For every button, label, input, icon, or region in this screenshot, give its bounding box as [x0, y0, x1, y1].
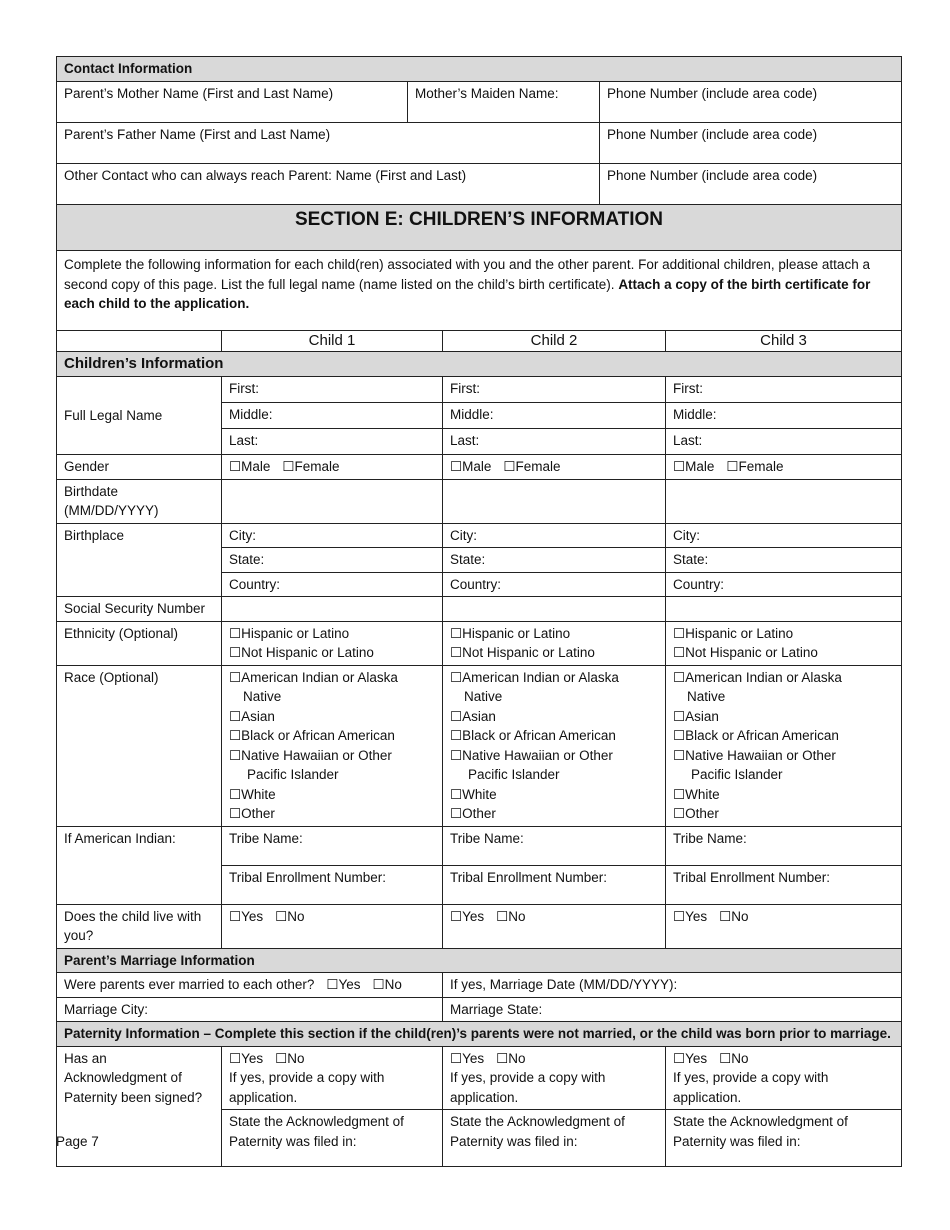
other-contact-field[interactable]: Other Contact who can always reach Parent: Name (First and Last) [57, 163, 600, 204]
child-2-race-other-checkbox[interactable]: ☐Other [450, 806, 496, 821]
child-3-race-nhpi-cont: Pacific Islander [691, 767, 783, 782]
child-1-male-checkbox[interactable]: ☐Male [229, 459, 271, 474]
form-page [56, 56, 901, 1167]
child-3-ack-state-field[interactable] [666, 1110, 902, 1167]
child-1-tribe-name-field[interactable]: Tribe Name: [222, 826, 443, 865]
child-2-lives-yes-checkbox[interactable]: ☐Yes [450, 908, 485, 924]
child-1-ack-state-field[interactable] [222, 1110, 443, 1167]
child-2-race-nhpi-checkbox[interactable]: ☐Native Hawaiian or Other [450, 747, 613, 763]
childrens-info-header: Children’s Information [57, 352, 902, 377]
child-1-gender [222, 455, 443, 480]
child-3-birthdate-field[interactable] [666, 479, 902, 523]
child-2-state-field[interactable]: State: [443, 548, 666, 573]
child-3-ack [666, 1046, 902, 1110]
child-3-hispanic-checkbox[interactable]: ☐Hispanic or Latino [673, 625, 794, 641]
child-2-tribal-enrollment-field[interactable]: Tribal Enrollment Number: [443, 865, 666, 904]
child-1-female-checkbox[interactable]: ☐Female [282, 459, 340, 474]
child-2-male-checkbox[interactable]: ☐Male [450, 459, 492, 474]
child-3-first-field[interactable]: First: [666, 377, 902, 403]
child-3-male-checkbox[interactable]: ☐Male [673, 459, 715, 474]
child-1-ethnicity [222, 621, 443, 665]
american-indian-label: If American Indian: [57, 826, 222, 904]
child-2-lives-no-checkbox[interactable]: ☐No [496, 908, 526, 924]
ethnicity-label: Ethnicity (Optional) [57, 621, 222, 665]
child-1-last-field[interactable]: Last: [222, 429, 443, 455]
ack-line2: Acknowledgment of [64, 1070, 182, 1085]
child-3-gender [666, 455, 902, 480]
ssn-label: Social Security Number [57, 597, 222, 622]
child-1-middle-field[interactable]: Middle: [222, 403, 443, 429]
child-1-header: Child 1 [222, 331, 443, 352]
child-3-ack-copy-line1: If yes, provide a copy with [673, 1070, 829, 1085]
child-2-ack-state-field[interactable] [443, 1110, 666, 1167]
child-3-ssn-field[interactable] [666, 597, 902, 622]
child-2-tribe-name-field[interactable]: Tribe Name: [443, 826, 666, 865]
child-2-ssn-field[interactable] [443, 597, 666, 622]
ack-line3: Paternity been signed? [64, 1089, 203, 1105]
section-e-title: SECTION E: CHILDREN’S INFORMATION [57, 205, 902, 251]
child-2-last-field[interactable]: Last: [443, 429, 666, 455]
birthdate-label [57, 479, 222, 523]
child-1-country-field[interactable]: Country: [222, 572, 443, 597]
ever-married-no-checkbox[interactable]: ☐No [372, 977, 402, 992]
child-2-country-field[interactable]: Country: [443, 572, 666, 597]
child-1-ack-state-line1: State the Acknowledgment of [229, 1114, 404, 1129]
lives-with-line1: Does the child live with [64, 908, 202, 924]
maiden-name-field[interactable]: Mother’s Maiden Name: [408, 81, 600, 122]
blank-header-cell [57, 331, 222, 352]
child-3-not-hispanic-checkbox[interactable]: ☐Not Hispanic or Latino [673, 645, 818, 660]
child-2-ack [443, 1046, 666, 1110]
child-3-ethnicity [666, 621, 902, 665]
children-table [56, 205, 902, 1168]
child-3-race-black-checkbox[interactable]: ☐Black or African American [673, 728, 839, 743]
child-1-race-asian-checkbox[interactable]: ☐Asian [229, 708, 275, 724]
child-2-city-field[interactable]: City: [443, 523, 666, 548]
marriage-city-field[interactable]: Marriage City: [57, 997, 443, 1022]
child-3-last-field[interactable]: Last: [666, 429, 902, 455]
child-2-gender [443, 455, 666, 480]
child-3-city-field[interactable]: City: [666, 523, 902, 548]
child-1-lives-with [222, 904, 443, 948]
child-3-ack-state-line1: State the Acknowledgment of [673, 1114, 848, 1129]
child-2-ethnicity [443, 621, 666, 665]
child-3-tribal-enrollment-field[interactable]: Tribal Enrollment Number: [666, 865, 902, 904]
child-2-female-checkbox[interactable]: ☐Female [503, 459, 561, 474]
birthplace-label: Birthplace [57, 523, 222, 597]
child-2-race-aian-checkbox[interactable]: ☐American Indian or Alaska [450, 669, 619, 685]
child-1-ack-yes-checkbox[interactable]: ☐Yes [229, 1050, 264, 1066]
child-2-race-nhpi-cont: Pacific Islander [468, 767, 560, 782]
child-2-ack-copy-line1: If yes, provide a copy with [450, 1070, 606, 1085]
marriage-state-field[interactable]: Marriage State: [443, 997, 902, 1022]
child-2-ack-state-line1: State the Acknowledgment of [450, 1114, 625, 1129]
child-2-first-field[interactable]: First: [443, 377, 666, 403]
paternity-header: Paternity Information – Complete this section if the child(ren)’s parents were not married, or the child was born prior to marriage. [57, 1022, 902, 1047]
child-2-ack-no-checkbox[interactable]: ☐No [496, 1050, 526, 1066]
other-phone-field[interactable]: Phone Number (include area code) [600, 163, 902, 204]
child-2-lives-with [443, 904, 666, 948]
child-1-ack [222, 1046, 443, 1110]
birthdate-label-line2: (MM/DD/YYYY) [64, 503, 159, 518]
child-1-first-field[interactable]: First: [222, 377, 443, 403]
child-2-race-asian-checkbox[interactable]: ☐Asian [450, 708, 496, 724]
child-1-race-white-checkbox[interactable]: ☐White [229, 786, 276, 802]
child-2-race [443, 665, 666, 826]
child-1-race [222, 665, 443, 826]
child-2-ack-copy-line2: application. [450, 1089, 519, 1105]
intro-text: Complete the following information for each child(ren) associated with you and the other parent. For additional children, please attach a second copy of this page. List the full legal name (name listed on the child’s birth certificate). [64, 257, 870, 292]
child-1-race-other-checkbox[interactable]: ☐Other [229, 806, 275, 821]
child-1-race-nhpi-checkbox[interactable]: ☐Native Hawaiian or Other [229, 747, 392, 763]
marriage-header: Parent’s Marriage Information [57, 948, 902, 973]
father-name-field[interactable]: Parent’s Father Name (First and Last Name) [57, 122, 600, 163]
child-3-race-white-checkbox[interactable]: ☐White [673, 786, 720, 802]
ever-married-yes-checkbox[interactable]: ☐Yes [326, 977, 361, 992]
child-3-ack-no-checkbox[interactable]: ☐No [719, 1050, 749, 1066]
child-1-lives-no-checkbox[interactable]: ☐No [275, 908, 305, 924]
child-1-race-aian-checkbox[interactable]: ☐American Indian or Alaska [229, 669, 398, 685]
marriage-date-field[interactable]: If yes, Marriage Date (MM/DD/YYYY): [443, 973, 902, 998]
child-2-birthdate-field[interactable] [443, 479, 666, 523]
child-1-race-black-checkbox[interactable]: ☐Black or African American [229, 728, 395, 743]
race-label: Race (Optional) [57, 665, 222, 826]
child-3-race-other-checkbox[interactable]: ☐Other [673, 806, 719, 821]
child-1-tribal-enrollment-field[interactable]: Tribal Enrollment Number: [222, 865, 443, 904]
child-2-not-hispanic-checkbox[interactable]: ☐Not Hispanic or Latino [450, 645, 595, 660]
child-3-tribe-name-field[interactable]: Tribe Name: [666, 826, 902, 865]
child-3-ack-state-line2: Paternity was filed in: [673, 1133, 801, 1149]
child-1-not-hispanic-checkbox[interactable]: ☐Not Hispanic or Latino [229, 645, 374, 660]
child-1-ack-copy-line1: If yes, provide a copy with [229, 1070, 385, 1085]
child-1-ack-no-checkbox[interactable]: ☐No [275, 1050, 305, 1066]
child-3-state-field[interactable]: State: [666, 548, 902, 573]
child-1-state-field[interactable]: State: [222, 548, 443, 573]
child-3-race-asian-checkbox[interactable]: ☐Asian [673, 708, 719, 724]
child-2-ack-yes-checkbox[interactable]: ☐Yes [450, 1050, 485, 1066]
child-3-race-aian-checkbox[interactable]: ☐American Indian or Alaska [673, 669, 842, 685]
lives-with-label [57, 904, 222, 948]
child-2-middle-field[interactable]: Middle: [443, 403, 666, 429]
child-3-ack-yes-checkbox[interactable]: ☐Yes [673, 1050, 708, 1066]
child-3-race [666, 665, 902, 826]
child-3-race-aian-cont: Native [687, 689, 726, 704]
contact-table [56, 56, 902, 205]
ever-married-label: Were parents ever married to each other? [64, 977, 315, 992]
child-3-middle-field[interactable]: Middle: [666, 403, 902, 429]
section-e-intro [57, 251, 902, 331]
child-2-header: Child 2 [443, 331, 666, 352]
ack-line1: Has an [64, 1050, 107, 1066]
child-1-ack-copy-line2: application. [229, 1089, 298, 1105]
child-2-ack-state-line2: Paternity was filed in: [450, 1133, 578, 1149]
full-legal-name-label: Full Legal Name [57, 377, 222, 455]
child-3-lives-no-checkbox[interactable]: ☐No [719, 908, 749, 924]
child-3-ack-copy-line2: application. [673, 1089, 742, 1105]
contact-header: Contact Information [57, 57, 902, 82]
page-number: Page 7 [56, 1134, 99, 1149]
child-1-city-field[interactable]: City: [222, 523, 443, 548]
child-1-lives-yes-checkbox[interactable]: ☐Yes [229, 908, 264, 924]
child-1-ssn-field[interactable] [222, 597, 443, 622]
child-1-hispanic-checkbox[interactable]: ☐Hispanic or Latino [229, 625, 350, 641]
mother-name-field[interactable]: Parent’s Mother Name (First and Last Name) [57, 81, 408, 122]
lives-with-line2: you? [64, 928, 94, 943]
child-2-hispanic-checkbox[interactable]: ☐Hispanic or Latino [450, 625, 571, 641]
intro-bold-text: Attach a copy of the birth certificate for each child to the application. [64, 276, 871, 311]
child-1-birthdate-field[interactable] [222, 479, 443, 523]
mother-phone-field[interactable]: Phone Number (include area code) [600, 81, 902, 122]
ever-married-row [57, 973, 443, 998]
child-3-race-nhpi-checkbox[interactable]: ☐Native Hawaiian or Other [673, 747, 836, 763]
child-1-ack-state-line2: Paternity was filed in: [229, 1133, 357, 1149]
child-3-female-checkbox[interactable]: ☐Female [726, 459, 784, 474]
child-3-header: Child 3 [666, 331, 902, 352]
child-3-lives-with [666, 904, 902, 948]
child-2-race-aian-cont: Native [464, 689, 503, 704]
child-1-race-nhpi-cont: Pacific Islander [247, 767, 339, 782]
child-3-lives-yes-checkbox[interactable]: ☐Yes [673, 908, 708, 924]
child-2-race-white-checkbox[interactable]: ☐White [450, 786, 497, 802]
gender-label: Gender [57, 455, 222, 480]
child-3-country-field[interactable]: Country: [666, 572, 902, 597]
father-phone-field[interactable]: Phone Number (include area code) [600, 122, 902, 163]
birthdate-label-line1: Birthdate [64, 483, 119, 499]
child-1-race-aian-cont: Native [243, 689, 282, 704]
child-2-race-black-checkbox[interactable]: ☐Black or African American [450, 728, 616, 743]
